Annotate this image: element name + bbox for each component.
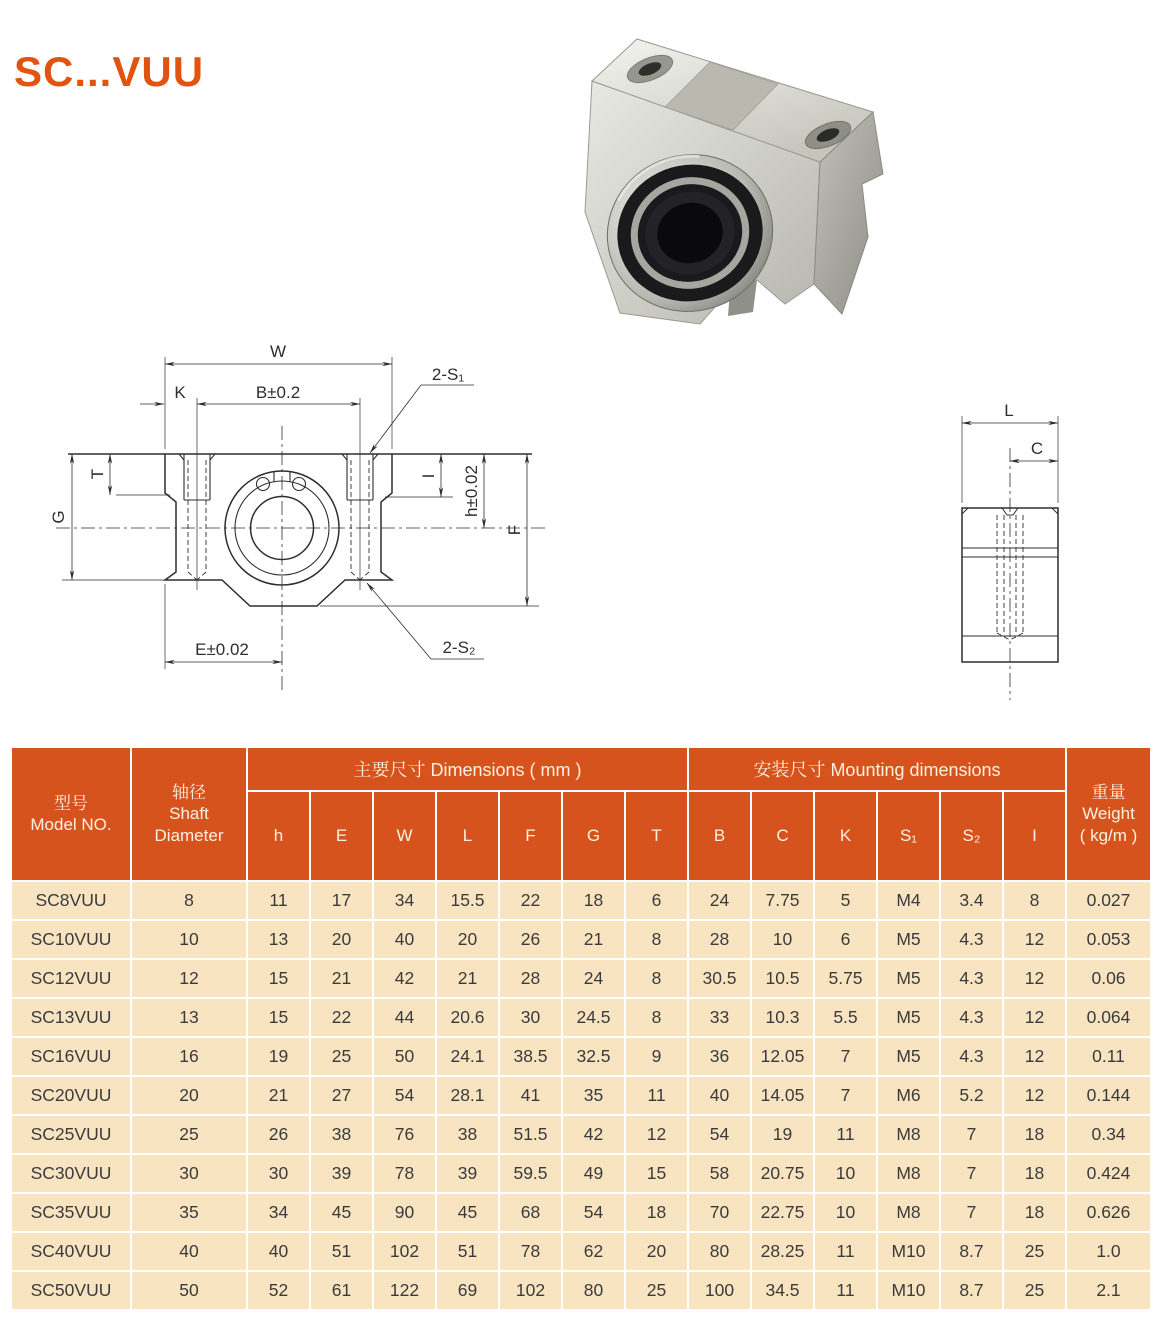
value-cell: 19 [248,1038,309,1075]
value-cell: 80 [689,1233,750,1270]
col-header-k: K [815,792,876,880]
value-cell: 54 [689,1116,750,1153]
header-group-row [12,748,1150,790]
dim-label-f: F [505,524,524,536]
model-header-zh: 型号 [54,793,88,813]
value-cell: 45 [311,1194,372,1231]
value-cell: 28 [500,960,561,997]
value-cell: 0.34 [1067,1116,1150,1153]
value-cell: 51.5 [500,1116,561,1153]
weight-header-en: Weight [1082,804,1135,824]
value-cell: 0.053 [1067,921,1150,958]
value-cell: 25 [1004,1272,1065,1309]
value-cell: 0.11 [1067,1038,1150,1075]
value-cell: 0.626 [1067,1194,1150,1231]
value-cell: 25 [132,1116,246,1153]
value-cell: 40 [132,1233,246,1270]
value-cell: 11 [815,1272,876,1309]
value-cell: 15.5 [437,882,498,919]
value-cell: 4.3 [941,960,1002,997]
value-cell: 3.4 [941,882,1002,919]
col-header-g: G [563,792,624,880]
table-row [12,921,1150,958]
model-cell: SC20VUU [12,1077,130,1114]
value-cell: 44 [374,999,435,1036]
value-cell: 5.2 [941,1077,1002,1114]
value-cell: 18 [1004,1194,1065,1231]
value-cell: 19 [752,1116,813,1153]
value-cell: 40 [374,921,435,958]
value-cell: 122 [374,1272,435,1309]
value-cell: 8 [626,921,687,958]
value-cell: 8 [1004,882,1065,919]
value-cell: 40 [689,1077,750,1114]
value-cell: 25 [626,1272,687,1309]
value-cell: M8 [878,1155,939,1192]
value-cell: 11 [248,882,309,919]
value-cell: 24 [689,882,750,919]
value-cell: 102 [500,1272,561,1309]
value-cell: M6 [878,1077,939,1114]
value-cell: 17 [311,882,372,919]
value-cell: 20.6 [437,999,498,1036]
model-header-en: Model NO. [30,815,112,834]
col-header-t: T [626,792,687,880]
value-cell: 30.5 [689,960,750,997]
value-cell: 34 [374,882,435,919]
value-cell: 27 [311,1077,372,1114]
value-cell: 40 [248,1233,309,1270]
value-cell: 24 [563,960,624,997]
table-row [12,1038,1150,1075]
value-cell: 50 [132,1272,246,1309]
value-cell: M10 [878,1272,939,1309]
value-cell: 54 [563,1194,624,1231]
value-cell: 68 [500,1194,561,1231]
value-cell: 2.1 [1067,1272,1150,1309]
dim-label-s1: 2-S₁ [431,365,465,384]
value-cell: 4.3 [941,999,1002,1036]
value-cell: 41 [500,1077,561,1114]
dim-label-l: L [1004,401,1014,420]
value-cell: 51 [311,1233,372,1270]
value-cell: 25 [1004,1233,1065,1270]
spec-table-container [10,746,1152,1311]
table-row [12,960,1150,997]
value-cell: 24.1 [437,1038,498,1075]
value-cell: 52 [248,1272,309,1309]
value-cell: 45 [437,1194,498,1231]
value-cell: 90 [374,1194,435,1231]
value-cell: 8 [626,999,687,1036]
value-cell: 30 [500,999,561,1036]
model-cell: SC8VUU [12,882,130,919]
value-cell: 4.3 [941,921,1002,958]
value-cell: 7 [941,1116,1002,1153]
shaft-header-en1: Shaft [169,804,209,824]
value-cell: 30 [132,1155,246,1192]
dim-label-c: C [1030,439,1044,458]
value-cell: 20 [311,921,372,958]
value-cell: 10 [752,921,813,958]
value-cell: 11 [626,1077,687,1114]
value-cell: 11 [815,1116,876,1153]
value-cell: 21 [248,1077,309,1114]
value-cell: 5.5 [815,999,876,1036]
value-cell: 18 [563,882,624,919]
value-cell: 24.5 [563,999,624,1036]
weight-header-zh: 重量 [1091,783,1126,803]
value-cell: 1.0 [1067,1233,1150,1270]
value-cell: 28.1 [437,1077,498,1114]
side-view-drawing [962,416,1058,700]
value-cell: 0.06 [1067,960,1150,997]
value-cell: M4 [878,882,939,919]
value-cell: 50 [374,1038,435,1075]
value-cell: 28 [689,921,750,958]
value-cell: 20 [132,1077,246,1114]
weight-header-unit: ( kg/m ) [1079,825,1138,845]
dim-label-e: E±0.02 [195,640,249,659]
col-header-s₂: S₂ [941,792,1002,880]
value-cell: 28.25 [752,1233,813,1270]
value-cell: 18 [626,1194,687,1231]
value-cell: 10.5 [752,960,813,997]
table-row [12,1194,1150,1231]
value-cell: 21 [437,960,498,997]
page-title: SC...VUU [14,48,205,95]
dim-label-i: I [419,473,438,479]
value-cell: 7 [941,1155,1002,1192]
table-row [12,1116,1150,1153]
value-cell: 26 [248,1116,309,1153]
value-cell: 0.064 [1067,999,1150,1036]
value-cell: M5 [878,960,939,997]
col-header-shaft-diameter [132,748,246,880]
spec-table-body [12,882,1150,1309]
value-cell: M5 [878,999,939,1036]
model-cell: SC10VUU [12,921,130,958]
value-cell: 12 [1004,1038,1065,1075]
value-cell: 8 [132,882,246,919]
value-cell: 15 [248,960,309,997]
value-cell: 80 [563,1272,624,1309]
value-cell: 78 [374,1155,435,1192]
value-cell: 22 [311,999,372,1036]
value-cell: M8 [878,1194,939,1231]
value-cell: 6 [815,921,876,958]
table-row [12,1233,1150,1270]
value-cell: 9 [626,1038,687,1075]
col-header-l: L [437,792,498,880]
table-row [12,1077,1150,1114]
col-header-c: C [752,792,813,880]
value-cell: 30 [248,1155,309,1192]
dim-label-b: B±0.2 [255,383,301,402]
value-cell: 59.5 [500,1155,561,1192]
table-row [12,882,1150,919]
dim-label-s2: 2-S₂ [442,638,476,657]
shaft-header-zh: 轴径 [172,783,206,803]
value-cell: 5.75 [815,960,876,997]
value-cell: 20 [437,921,498,958]
value-cell: 20.75 [752,1155,813,1192]
value-cell: 12 [626,1116,687,1153]
col-header-w: W [374,792,435,880]
product-photo [570,22,970,337]
model-cell: SC16VUU [12,1038,130,1075]
value-cell: 18 [1004,1116,1065,1153]
value-cell: 39 [437,1155,498,1192]
value-cell: M10 [878,1233,939,1270]
value-cell: 0.424 [1067,1155,1150,1192]
value-cell: 32.5 [563,1038,624,1075]
value-cell: 12.05 [752,1038,813,1075]
table-row [12,1155,1150,1192]
value-cell: 42 [374,960,435,997]
value-cell: 35 [132,1194,246,1231]
value-cell: 7 [941,1194,1002,1231]
value-cell: 10 [815,1194,876,1231]
value-cell: 10 [815,1155,876,1192]
model-cell: SC30VUU [12,1155,130,1192]
value-cell: 12 [1004,960,1065,997]
value-cell: 18 [1004,1155,1065,1192]
value-cell: 13 [248,921,309,958]
table-row [12,1272,1150,1309]
value-cell: 20 [626,1233,687,1270]
value-cell: 51 [437,1233,498,1270]
value-cell: 61 [311,1272,372,1309]
model-cell: SC25VUU [12,1116,130,1153]
value-cell: 26 [500,921,561,958]
dim-label-h: h±0.02 [462,465,481,517]
value-cell: 11 [815,1233,876,1270]
value-cell: 36 [689,1038,750,1075]
value-cell: 62 [563,1233,624,1270]
technical-drawing [0,330,1160,720]
value-cell: 38.5 [500,1038,561,1075]
value-cell: 0.027 [1067,882,1150,919]
value-cell: 76 [374,1116,435,1153]
value-cell: 49 [563,1155,624,1192]
value-cell: M8 [878,1116,939,1153]
value-cell: 4.3 [941,1038,1002,1075]
value-cell: 10 [132,921,246,958]
value-cell: 12 [132,960,246,997]
value-cell: 22 [500,882,561,919]
value-cell: 10.3 [752,999,813,1036]
value-cell: 54 [374,1077,435,1114]
table-row [12,999,1150,1036]
value-cell: 38 [437,1116,498,1153]
value-cell: 12 [1004,999,1065,1036]
value-cell: 70 [689,1194,750,1231]
value-cell: 39 [311,1155,372,1192]
value-cell: M5 [878,921,939,958]
model-cell: SC35VUU [12,1194,130,1231]
model-cell: SC40VUU [12,1233,130,1270]
screw-hole-right [342,398,378,590]
col-header-e: E [311,792,372,880]
value-cell: 34.5 [752,1272,813,1309]
col-header-s₁: S₁ [878,792,939,880]
value-cell: 78 [500,1233,561,1270]
dim-label-t: T [88,468,107,480]
screw-hole-left [179,398,215,590]
col-header-h: h [248,792,309,880]
value-cell: 15 [626,1155,687,1192]
front-view-labels [49,342,524,659]
value-cell: 102 [374,1233,435,1270]
value-cell: 25 [311,1038,372,1075]
value-cell: 7 [815,1038,876,1075]
model-cell: SC13VUU [12,999,130,1036]
dim-label-k: K [174,383,186,402]
value-cell: 6 [626,882,687,919]
col-header-b: B [689,792,750,880]
value-cell: 8 [626,960,687,997]
group-header-dimensions: 主要尺寸 Dimensions ( mm ) [248,748,687,790]
value-cell: 100 [689,1272,750,1309]
col-header-model [12,748,130,880]
model-cell: SC12VUU [12,960,130,997]
value-cell: 42 [563,1116,624,1153]
col-header-i: I [1004,792,1065,880]
value-cell: 7.75 [752,882,813,919]
value-cell: 69 [437,1272,498,1309]
dim-label-w: W [269,342,287,361]
value-cell: 21 [311,960,372,997]
value-cell: M5 [878,1038,939,1075]
value-cell: 8.7 [941,1233,1002,1270]
value-cell: 33 [689,999,750,1036]
value-cell: 22.75 [752,1194,813,1231]
value-cell: 8.7 [941,1272,1002,1309]
model-cell: SC50VUU [12,1272,130,1309]
value-cell: 21 [563,921,624,958]
value-cell: 15 [248,999,309,1036]
shaft-header-en2: Diameter [154,825,224,845]
value-cell: 35 [563,1077,624,1114]
value-cell: 16 [132,1038,246,1075]
value-cell: 38 [311,1116,372,1153]
value-cell: 58 [689,1155,750,1192]
dim-label-g: G [49,510,68,524]
value-cell: 0.144 [1067,1077,1150,1114]
col-header-f: F [500,792,561,880]
value-cell: 12 [1004,921,1065,958]
value-cell: 7 [815,1077,876,1114]
value-cell: 13 [132,999,246,1036]
spec-table [10,746,1152,1311]
group-header-mounting: 安装尺寸 Mounting dimensions [689,748,1065,790]
value-cell: 5 [815,882,876,919]
value-cell: 34 [248,1194,309,1231]
value-cell: 12 [1004,1077,1065,1114]
col-header-weight [1067,748,1150,880]
value-cell: 14.05 [752,1077,813,1114]
